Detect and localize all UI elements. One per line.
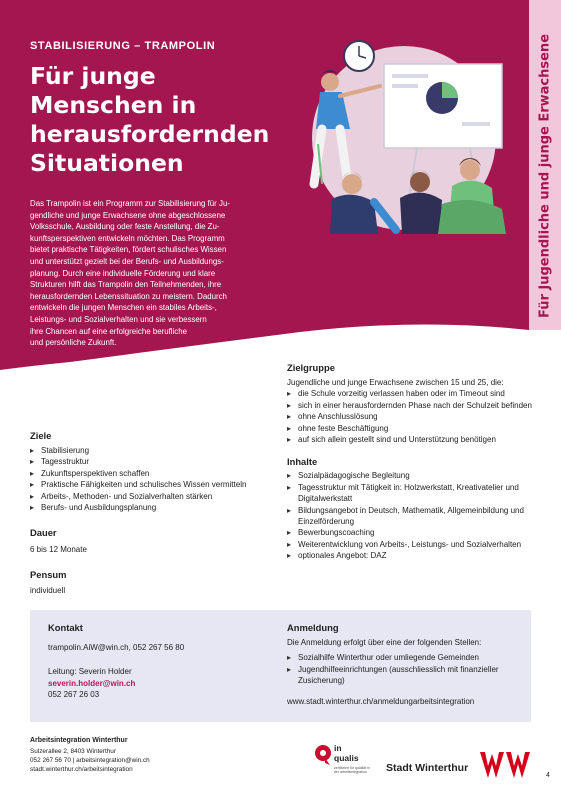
inqualis-line: in: [334, 743, 342, 753]
list-item: ▸ Sozialpädagogische Begleitung: [287, 470, 537, 481]
list-item: ▸ ohne Anschlusslösung: [287, 411, 537, 422]
footer-address: [30, 736, 330, 774]
left-column: [30, 430, 280, 596]
inqualis-text: [334, 744, 359, 763]
intro-line: und unterstützt gezielt bei der Berufs- und Ausbildungs-: [30, 256, 224, 266]
kicker: STABILISIERUNG – TRAMPOLIN: [30, 40, 216, 52]
kontakt-phone: 052 267 26 03: [48, 690, 100, 700]
footer-address-line: Sulzerallee 2, 8403 Winterthur: [30, 748, 116, 755]
list-item: ▸ auf sich allein gestellt sind und Unterstützung benötigen: [287, 434, 537, 445]
intro-line: bietet praktische Tätigkeiten, fördert schulisches Wissen: [30, 245, 227, 255]
stadt-winterthur-logo-icon: [478, 750, 534, 780]
inqualis-line: qualis: [334, 752, 359, 763]
page-number: 4: [546, 772, 550, 779]
zielgruppe-list: [287, 388, 537, 445]
list-item: ▸ Stabilisierung: [30, 445, 280, 456]
title-line: Situationen: [30, 149, 184, 177]
title-line: Menschen in: [30, 91, 197, 119]
list-item: ▸ optionales Angebot: DAZ: [287, 550, 537, 561]
page-title: [30, 62, 310, 178]
list-item: ▸ Tagesstruktur mit Tätigkeit in: Holzwerkstatt, Kreativatelier und Digitalwerkstatt: [287, 482, 537, 505]
anmeldung-intro: Die Anmeldung erfolgt über eine der folgenden Stellen:: [287, 638, 482, 647]
inhalte-list: [287, 470, 537, 561]
intro-line: Das Trampolin ist ein Programm zur Stabilisierung für Ju-: [30, 199, 230, 208]
intro-line: kunftsperspektiven entwickeln möchten. Das Programm: [30, 233, 225, 243]
footer-org: Arbeitsintegration Winterthur: [30, 737, 128, 744]
pensum-text: individuell: [30, 585, 66, 595]
intro-line: herausfordernden Lebenssituation zu meistern. Dadurch: [30, 291, 227, 301]
ziele-heading: Ziele: [30, 430, 52, 441]
list-item: ▸ Bildungsangebot in Deutsch, Mathematik, Allgemeinbildung und Einzelförderung: [287, 505, 537, 528]
intro-text: [30, 198, 292, 349]
people-at-whiteboard-illustration: [292, 34, 517, 234]
list-item: ▸ Arbeits-, Methoden- und Sozialverhalten stärken: [30, 491, 280, 502]
intro-line: entwickeln die jungen Menschen ein stabiles Arbeits-,: [30, 303, 217, 313]
list-item: ▸ Berufs- und Ausbildungsplanung: [30, 502, 280, 513]
list-item: ▸ Weiterentwicklung von Arbeits-, Leistungs- und Sozialverhalten: [287, 539, 537, 550]
list-item: ▸ Tagesstruktur: [30, 456, 280, 467]
list-item: ▸ Bewerbungscoaching: [287, 527, 537, 538]
intro-line: Strukturen hilft das Trampolin den Teilnehmenden, ihre: [30, 280, 222, 290]
list-item: ▸ die Schule vorzeitig verlassen haben oder im Timeout sind: [287, 388, 537, 399]
stadt-winterthur-label: Stadt Winterthur: [386, 762, 469, 774]
title-line: herausfordernden: [30, 120, 270, 148]
anmeldung-section: [287, 622, 525, 707]
anmeldung-heading: Anmeldung: [287, 622, 339, 633]
inqualis-logo: [314, 744, 374, 784]
list-item: ▸ Praktische Fähigkeiten und schulisches Wissen vermitteln: [30, 479, 280, 490]
side-tab: [529, 0, 561, 330]
list-item: ▸ sich in einer herausfordernden Phase nach der Schulzeit befinden: [287, 400, 537, 411]
zielgruppe-heading: Zielgruppe: [287, 362, 335, 373]
intro-line: und persönliche Zukunft.: [30, 338, 117, 348]
contact-box: [30, 610, 531, 722]
kontakt-line[interactable]: trampolin.AiW@win.ch, 052 267 56 80: [48, 643, 185, 652]
title-line: Für junge: [30, 62, 156, 90]
footer-contact[interactable]: 052 267 56 70 | arbeitsintegration@win.ch: [30, 757, 150, 764]
intro-line: Volksschule, Ausbildung oder feste Anstellung, die Zu-: [30, 222, 220, 232]
zielgruppe-intro: Jugendliche und junge Erwachsene zwischen 15 und 25, die:: [287, 378, 504, 387]
inqualis-mark-icon: [314, 744, 332, 766]
intro-line: gendliche und junge Erwachsene ohne abgeschlossene: [30, 210, 226, 220]
kontakt-email[interactable]: severin.holder@win.ch: [48, 678, 136, 688]
dauer-heading: Dauer: [30, 527, 57, 539]
anmeldung-list: [287, 652, 525, 686]
dauer-text: 6 bis 12 Monate: [30, 545, 87, 555]
inhalte-heading: Inhalte: [287, 456, 318, 468]
intro-line: ihre Chancen auf eine erfolgreiche berufliche: [30, 326, 188, 336]
intro-line: planung. Durch eine individuelle Förderung und klare: [30, 268, 216, 278]
ziele-list: [30, 445, 280, 513]
footer-web[interactable]: stadt.winterthur.ch/arbeitsintegration: [30, 766, 133, 773]
kontakt-heading: Kontakt: [48, 622, 83, 633]
pensum-heading: Pensum: [30, 568, 67, 580]
side-tab-label: Für Jugendliche und junge Erwachsene: [537, 33, 553, 319]
list-item: ▸ Zukunftsperspektiven schaffen: [30, 468, 280, 479]
kontakt-section: [48, 622, 268, 701]
intro-line: Leistungs- und Sozialverhalten und sie verbessern: [30, 314, 207, 324]
list-item: ▸ Sozialhilfe Winterthur oder umliegende Gemeinden: [287, 652, 525, 663]
inqualis-tagline: zertifiziert für qualität in der arbeitsintegration: [334, 766, 370, 774]
kontakt-leitung: Leitung: Severin Holder: [48, 667, 132, 677]
list-item: ▸ ohne feste Beschäftigung: [287, 423, 537, 434]
list-item: ▸ Jugendhilfeeinrichtungen (ausschliesslich mit finanzieller Zusicherung): [287, 664, 525, 687]
anmeldung-link[interactable]: www.stadt.winterthur.ch/anmeldungarbeitsintegration: [287, 696, 475, 706]
right-column: [287, 362, 537, 562]
